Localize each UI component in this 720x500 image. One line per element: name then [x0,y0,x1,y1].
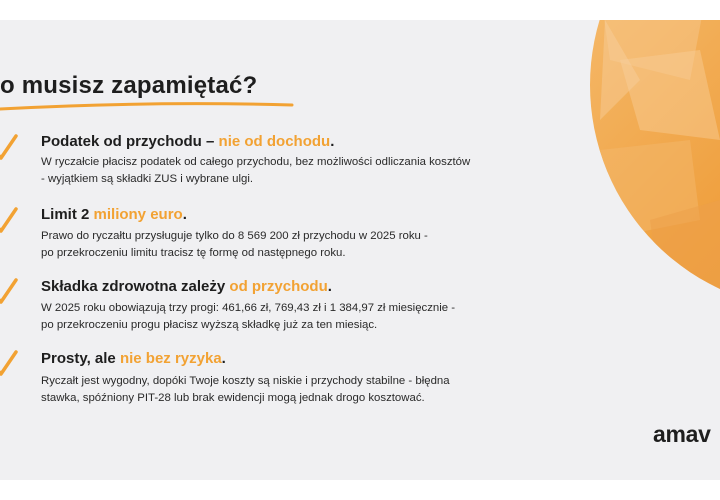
content-panel [0,20,720,480]
item-heading-highlight: od przychodu [229,278,328,295]
brand-logo: amav [653,421,711,447]
checkmark-icon [0,205,20,235]
item-description: W 2025 roku obowiązują trzy progi: 461,66 zł, 769,43 zł i 1 384,97 zł miesięcznie - po przekroczeniu progu płacisz wyższą składkę już za ten miesiąc. [41,302,456,331]
title-underline [0,100,300,114]
checkmark-icon [0,348,20,378]
item-description: Prawo do ryczałtu przysługuje tylko do 8 569 200 zł przychodu w 2025 roku - po przekroczeniu limitu tracisz tę formę od następnego roku. [41,230,428,259]
item-description: Ryczałt jest wygodny, dopóki Twoje koszty są niskie i przychody stabilne - błędna stawka, spóźniony PIT-28 lub brak ewidencji mogą jednak drogo kosztować. [41,375,450,404]
item-heading-highlight: miliony euro [93,206,183,223]
checkmark-icon [0,132,20,162]
item-heading: Limit 2 miliony euro. [41,206,187,223]
item-heading: Składka zdrowotna zależy od przychodu. [41,278,332,295]
item-heading: Podatek od przychodu – nie od dochodu. [41,133,335,150]
item-description: W ryczałcie płacisz podatek od całego przychodu, bez możliwości odliczania kosztów - wyjątkiem są składki ZUS i wybrane ulgi. [41,156,471,185]
checkmark-icon [0,276,20,306]
item-heading: Prosty, ale nie bez ryzyka. [41,350,226,367]
item-heading-highlight: nie bez ryzyka [119,350,222,367]
item-heading-highlight: nie od dochodu [218,133,331,150]
page-title: o musisz zapamiętać? [0,72,258,99]
